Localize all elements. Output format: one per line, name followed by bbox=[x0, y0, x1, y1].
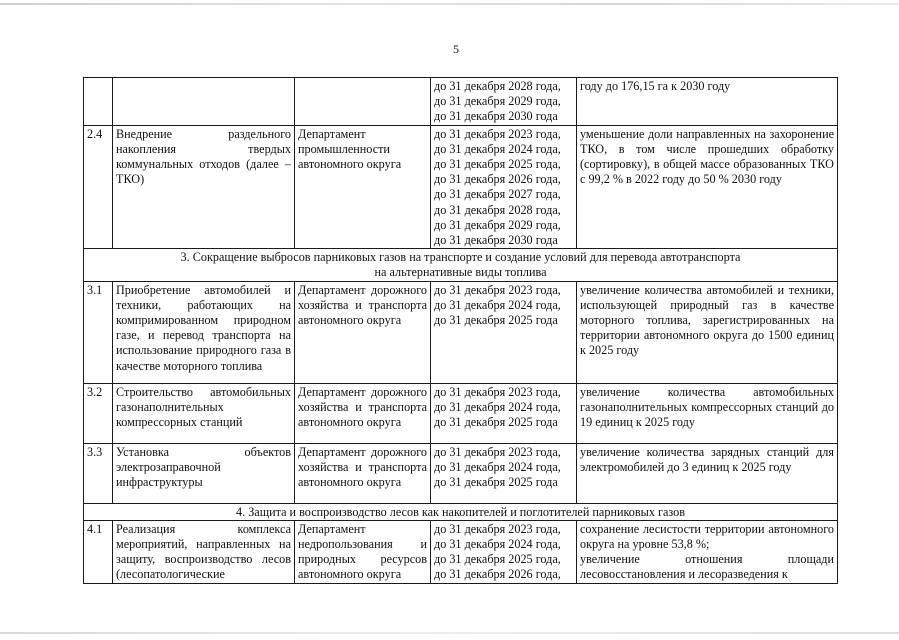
date-line: до 31 декабря 2024 года, bbox=[434, 537, 561, 552]
measure-cell: Приобретение автомобилей и техники, работающих на компримированном природном газе, и перевод транспорта на использование природного газа в качестве моторного топлива bbox=[113, 281, 295, 383]
responsible-cell: Департамент дорожного хозяйства и транспорта автономного округа bbox=[295, 443, 431, 503]
row-number: 2.4 bbox=[84, 125, 113, 249]
date-line: до 31 декабря 2026 года, bbox=[434, 172, 561, 187]
section-title-line: 3. Сокращение выбросов парниковых газов на транспорте и создание условий для перевода автотранспорта bbox=[180, 250, 741, 265]
section-heading-row bbox=[84, 503, 838, 520]
table-row bbox=[84, 383, 838, 443]
date-line: до 31 декабря 2030 года bbox=[434, 109, 558, 124]
result-cell: увеличение количества автомобильных газонаполнительных компрессорных станций до 19 единиц к 2025 году bbox=[577, 383, 838, 443]
dates-cell bbox=[431, 443, 577, 503]
table-row bbox=[84, 125, 838, 249]
measure-cell bbox=[113, 78, 295, 126]
table-row bbox=[84, 443, 838, 503]
date-line: до 31 декабря 2025 года bbox=[434, 475, 558, 490]
responsible-cell bbox=[295, 78, 431, 126]
scan-edge-top bbox=[0, 3, 899, 5]
result-cell: увеличение количества автомобилей и техники, использующей природный газ в качестве моторного топлива, зарегистрированных на территории автономного округа до 1500 единиц к 2025 году bbox=[577, 281, 838, 383]
result-cell bbox=[577, 520, 838, 583]
measures-table bbox=[83, 77, 838, 584]
result-cell: увеличение количества зарядных станций для электромобилей до 3 единиц к 2025 году bbox=[577, 443, 838, 503]
date-line: до 31 декабря 2023 года, bbox=[434, 444, 561, 459]
table-row bbox=[84, 78, 838, 126]
section-title-line: на альтернативные виды топлива bbox=[374, 265, 547, 280]
page-number: 5 bbox=[453, 42, 459, 56]
date-line: до 31 декабря 2025 года, bbox=[434, 157, 561, 172]
date-line: до 31 декабря 2030 года bbox=[434, 233, 558, 248]
date-line: до 31 декабря 2028 года, bbox=[434, 79, 561, 93]
responsible-cell: Департамент промышленности автономного округа bbox=[295, 125, 431, 249]
row-number bbox=[84, 78, 113, 126]
responsible-cell: Департамент дорожного хозяйства и транспорта автономного округа bbox=[295, 383, 431, 443]
date-line: до 31 декабря 2023 года, bbox=[434, 384, 561, 399]
dates-cell bbox=[431, 125, 577, 249]
date-line: до 31 декабря 2024 года, bbox=[434, 141, 561, 156]
date-line: до 31 декабря 2023 года, bbox=[434, 126, 561, 141]
section-heading-row bbox=[84, 249, 838, 281]
measure-cell: Строительство автомобильных газонаполнительных компрессорных станций bbox=[113, 383, 295, 443]
dates-cell bbox=[431, 383, 577, 443]
table-row bbox=[84, 281, 838, 383]
dates-cell bbox=[431, 520, 577, 583]
date-line: до 31 декабря 2023 года, bbox=[434, 521, 561, 536]
measure-cell: Внедрение раздельного накопления твердых коммунальных отходов (далее – ТКО) bbox=[113, 125, 295, 249]
date-line: до 31 декабря 2024 года, bbox=[434, 297, 561, 312]
date-line: до 31 декабря 2024 года, bbox=[434, 399, 561, 414]
result-cell: году до 176,15 га к 2030 году bbox=[577, 78, 838, 126]
date-line: до 31 декабря 2023 года, bbox=[434, 282, 561, 297]
result-paragraph: сохранение лесистости территории автономного округа на уровне 53,8 %; bbox=[580, 521, 834, 552]
date-line: до 31 декабря 2028 года, bbox=[434, 202, 561, 217]
responsible-cell: Департамент недропользования и природных ресурсов автономного округа bbox=[295, 520, 431, 583]
measure-cell: Реализация комплекса мероприятий, направленных на защиту, воспроизводство лесов (лесопатологические bbox=[113, 520, 295, 583]
date-line: до 31 декабря 2025 года bbox=[434, 313, 558, 328]
measure-cell: Установка объектов электрозаправочной инфраструктуры bbox=[113, 443, 295, 503]
date-line: до 31 декабря 2024 года, bbox=[434, 459, 561, 474]
responsible-cell: Департамент дорожного хозяйства и транспорта автономного округа bbox=[295, 281, 431, 383]
scan-edge-bottom bbox=[0, 632, 899, 634]
dates-cell bbox=[431, 78, 577, 126]
date-line: до 31 декабря 2026 года, bbox=[434, 567, 561, 582]
result-paragraph: увеличение отношения площади лесовосстановления и лесоразведения к bbox=[580, 552, 834, 582]
result-cell: уменьшение доли направленных на захоронение ТКО, в том числе прошедших обработку (сортировку), в общей массе образованных ТКО с 99,2 % в 2022 году до 50 % 2030 году bbox=[577, 125, 838, 249]
date-line: до 31 декабря 2029 года, bbox=[434, 94, 561, 109]
row-number: 3.3 bbox=[84, 443, 113, 503]
date-line: до 31 декабря 2029 года, bbox=[434, 217, 561, 232]
date-line: до 31 декабря 2025 года bbox=[434, 415, 558, 430]
section-heading: 4. Защита и воспроизводство лесов как накопителей и поглотителей парниковых газов bbox=[84, 503, 838, 520]
row-number: 4.1 bbox=[84, 520, 113, 583]
section-heading bbox=[84, 249, 838, 281]
table-row bbox=[84, 520, 838, 583]
dates-cell bbox=[431, 281, 577, 383]
row-number: 3.2 bbox=[84, 383, 113, 443]
date-line: до 31 декабря 2027 года, bbox=[434, 187, 561, 202]
row-number: 3.1 bbox=[84, 281, 113, 383]
date-line: до 31 декабря 2025 года, bbox=[434, 552, 561, 567]
